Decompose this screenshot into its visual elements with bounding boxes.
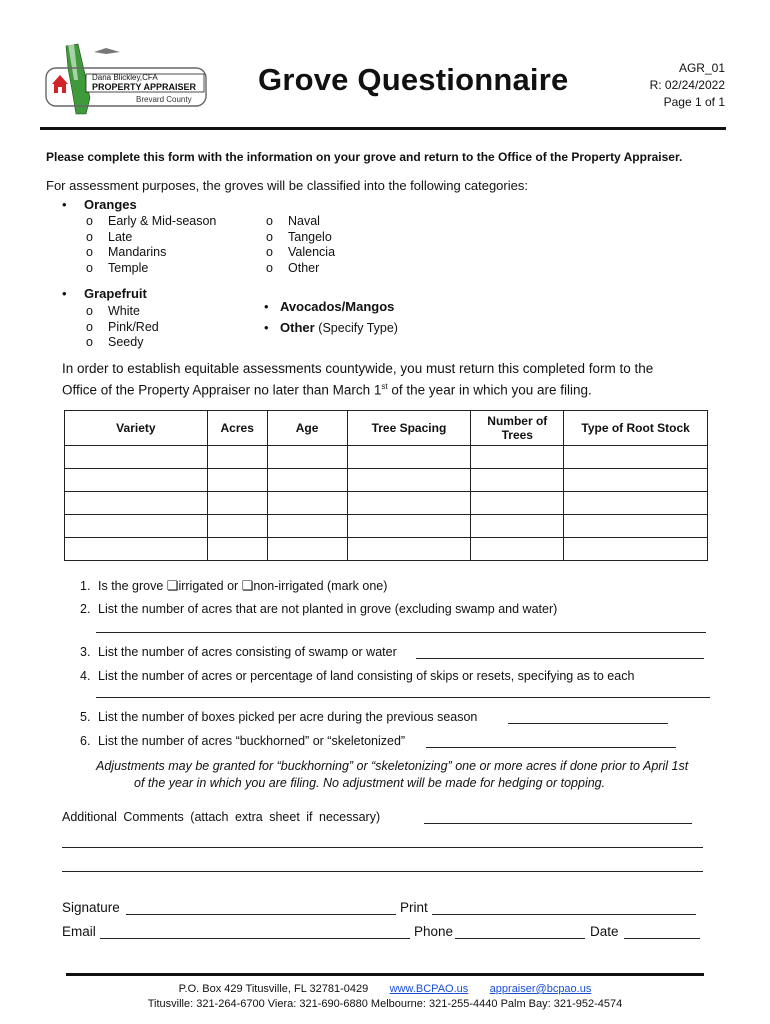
form-title: Grove Questionnaire — [258, 62, 569, 97]
footer-address: P.O. Box 429 Titusville, FL 32781-0429 — [178, 983, 369, 995]
comments-label: Additional Comments (attach extra sheet if necessary) — [62, 810, 381, 824]
list-item: o Tangelo — [266, 229, 332, 244]
print-name-field[interactable] — [432, 914, 696, 915]
category-grapefruit: • Grapefruit — [62, 286, 147, 301]
col-tree-spacing: Tree Spacing — [347, 411, 471, 446]
question-5: 5. List the number of boxes picked per acre during the previous season — [80, 710, 478, 724]
logo-county: Brevard County — [136, 95, 192, 104]
question-4-answer-line[interactable] — [96, 697, 710, 698]
question-2: 2. List the number of acres that are not planted in grove (excluding swamp and water) — [80, 602, 558, 616]
grove-table — [64, 410, 708, 561]
table-header-row — [65, 411, 708, 446]
property-appraiser-logo — [40, 40, 220, 120]
question-3: 3. List the number of acres consisting of swamp or water — [80, 645, 397, 659]
question-5-answer-line[interactable] — [508, 723, 668, 724]
grapefruit-list — [86, 304, 159, 351]
table-row — [65, 469, 708, 492]
col-root-stock: Type of Root Stock — [564, 411, 708, 446]
question-2-answer-line[interactable] — [96, 632, 706, 633]
email-field[interactable] — [100, 938, 410, 939]
list-item: o Mandarins — [86, 245, 167, 260]
col-number-of-trees: Number of Trees — [471, 411, 564, 446]
phone-label: Phone — [414, 924, 454, 939]
revision-date: R: 02/24/2022 — [649, 78, 725, 92]
footer-email-link[interactable]: appraiser@bcpao.us — [489, 983, 592, 995]
deadline-paragraph: In order to establish equitable assessments countywide, you must return this completed form to the Office of the Property Appraiser no later than March 1st of the year in which you are filing. — [62, 361, 654, 398]
logo-name: Dana Blickley,CFA — [92, 73, 158, 82]
list-item: o Seedy — [86, 335, 144, 350]
adjustment-note: Adjustments may be granted for “buckhorning” or “skeletonizing” one or more acres if done prior to April 1st of the year in which you are filing. No adjustment will be made for hedging or topping. — [96, 759, 689, 790]
oranges-list-left — [86, 214, 216, 276]
intro-instructions: Please complete this form with the information on your grove and return to the Office of the Property Appraiser. — [46, 150, 683, 164]
header-rule — [40, 127, 726, 130]
list-item: o Temple — [86, 260, 149, 275]
table-row — [65, 446, 708, 469]
comments-line-3[interactable] — [62, 871, 703, 872]
col-acres: Acres — [207, 411, 267, 446]
form-meta — [650, 60, 725, 111]
table-row — [65, 515, 708, 538]
comments-line-1[interactable] — [424, 823, 692, 824]
footer-website-link[interactable]: www.BCPAO.us — [389, 983, 469, 995]
list-item: o White — [86, 304, 140, 318]
print-label: Print — [400, 900, 428, 915]
col-age: Age — [267, 411, 347, 446]
table-row — [65, 492, 708, 515]
other-hint: (Specify Type) — [318, 321, 398, 335]
question-3-answer-line[interactable] — [416, 658, 704, 659]
list-item: o Pink/Red — [86, 319, 159, 334]
category-grapefruit-label: Grapefruit — [84, 286, 147, 301]
list-item: o Early & Mid-season — [86, 214, 217, 228]
date-field[interactable] — [624, 938, 700, 939]
email-label: Email — [62, 924, 96, 939]
category-oranges-label: Oranges — [84, 197, 137, 212]
logo-office: PROPERTY APPRAISER — [92, 82, 197, 92]
footer-rule — [66, 973, 704, 976]
signature-field[interactable] — [126, 914, 396, 915]
form-code: AGR_01 — [678, 61, 725, 75]
date-label: Date — [590, 924, 619, 939]
list-item: o Valencia — [266, 245, 336, 260]
oranges-list-right — [266, 214, 335, 276]
question-1: 1. Is the grove ❏irrigated or ❏non-irrigated (mark one) — [80, 578, 388, 593]
non-irrigated-checkbox[interactable]: ❏ — [241, 578, 254, 593]
question-6: 6. List the number of acres “buckhorned” or “skeletonized” — [80, 734, 406, 748]
page-number: Page 1 of 1 — [663, 95, 725, 109]
col-variety: Variety — [65, 411, 208, 446]
classification-text: For assessment purposes, the groves will be classified into the following categories: — [46, 178, 528, 193]
list-item: o Late — [86, 229, 133, 244]
signature-label: Signature — [62, 900, 120, 915]
category-other: • Other (Specify Type) — [264, 320, 398, 335]
comments-line-2[interactable] — [62, 847, 703, 848]
list-item: o Naval — [266, 214, 320, 228]
footer-phones: Titusville: 321-264-6700 Viera: 321-690-6880 Melbourne: 321-255-4440 Palm Bay: 321-952-4574 — [147, 998, 623, 1010]
question-6-answer-line[interactable] — [426, 747, 676, 748]
irrigated-checkbox[interactable]: ❏ — [166, 578, 179, 593]
category-oranges: • Oranges — [62, 197, 137, 212]
footer-contact — [0, 983, 770, 995]
category-avocados: • Avocados/Mangos — [264, 299, 395, 314]
question-4: 4. List the number of acres or percentage of land consisting of skips or resets, specifying as to each — [80, 669, 635, 683]
phone-field[interactable] — [455, 938, 585, 939]
list-item: o Other — [266, 260, 320, 275]
table-row — [65, 538, 708, 561]
